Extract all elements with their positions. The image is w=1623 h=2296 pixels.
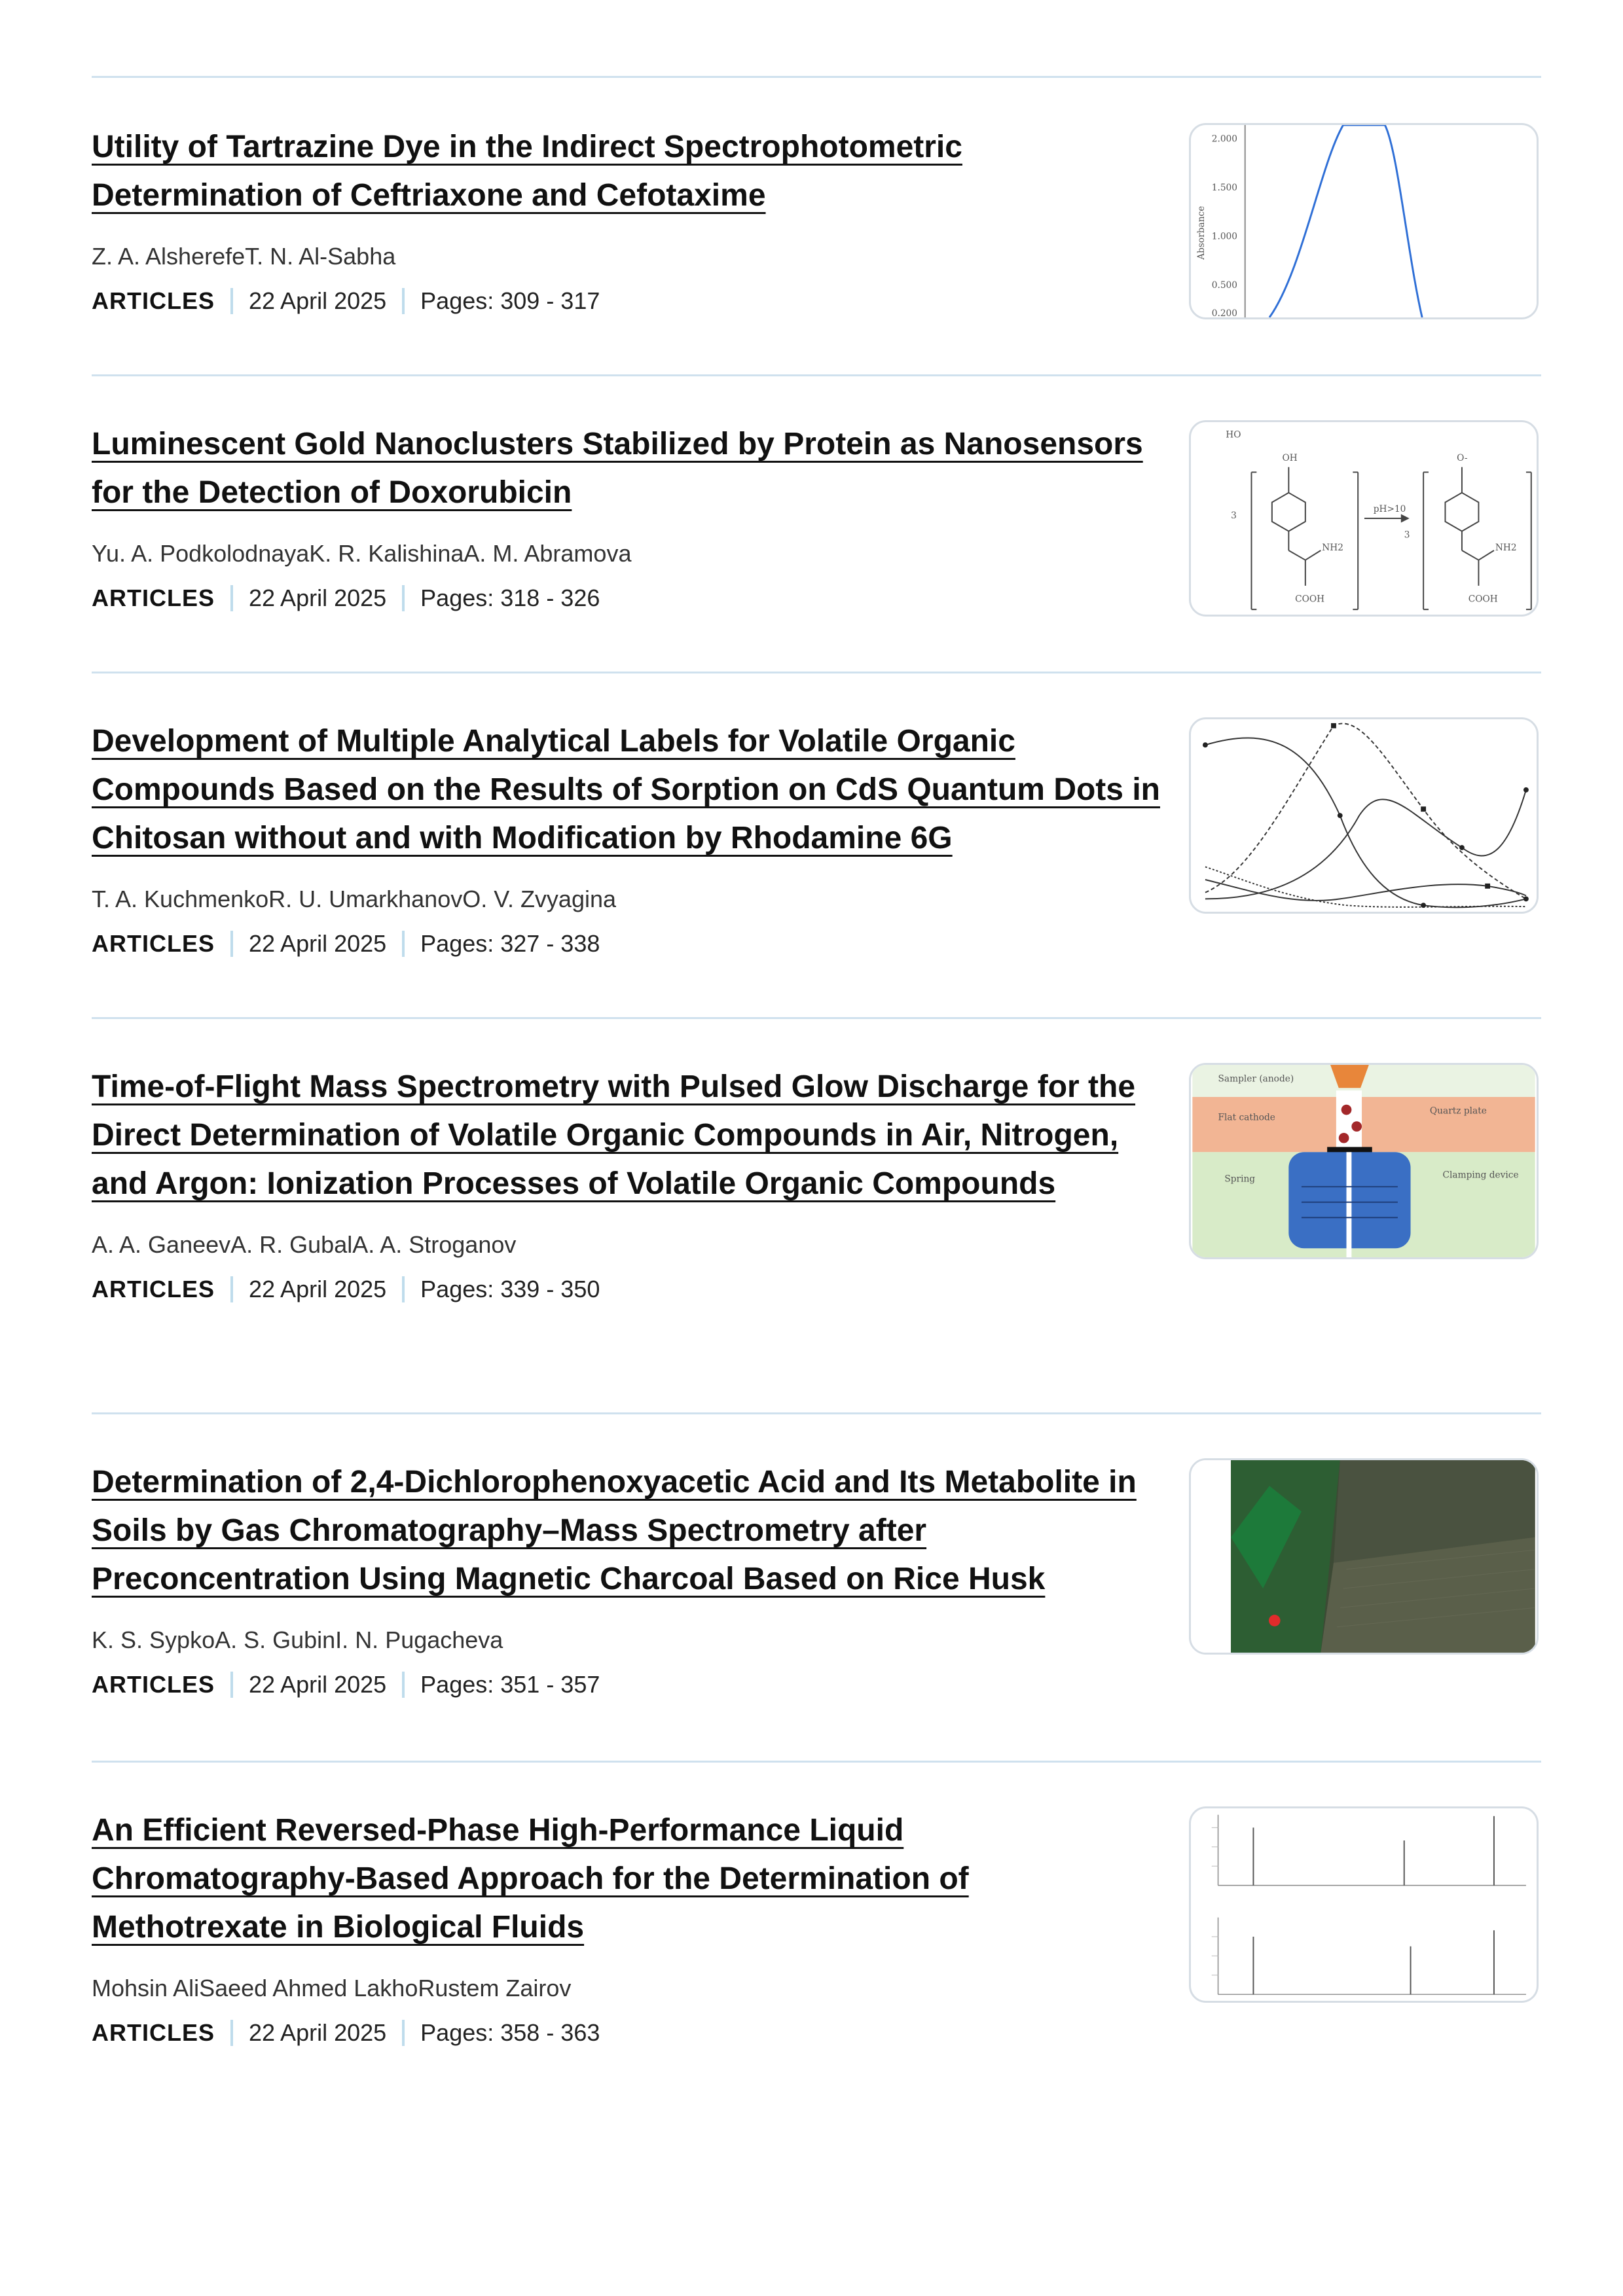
meta-divider [230,585,233,611]
meta-divider [230,1672,233,1698]
article-meta [92,287,1165,315]
article-date: 22 April 2025 [249,287,387,314]
meta-divider [402,585,405,611]
article-title[interactable]: Determination of 2,4-Dichlorophenoxyacetic Acid and Its Metabolite in Soils by Gas Chromatography–Mass Spectrometry after Preconcentration Using Magnetic Charcoal Based on Rice Husk [92,1465,1137,1596]
article-authors: K. S. SypkoA. S. GubinI. N. Pugacheva [92,1626,503,1653]
separator [92,1412,1541,1414]
article-pages: Pages: 339 - 350 [420,1276,600,1302]
meta-divider [230,931,233,957]
meta-divider [402,931,405,957]
article-pages: Pages: 309 - 317 [420,287,600,314]
article-thumbnail[interactable] [1189,1806,1539,2003]
svg-text:Quartz plate: Quartz plate [1429,1105,1487,1117]
article-title[interactable]: Time-of-Flight Mass Spectrometry with Pulsed Glow Discharge for the Direct Determination of Volatile Organic Compounds in Air, Nitrogen, and Argon: Ionization Processes of Volatile Organic Compounds [92,1069,1136,1201]
separator [92,672,1541,673]
article-date: 22 April 2025 [249,930,387,957]
article-type: ARTICLES [92,930,215,957]
article-title[interactable]: An Efficient Reversed-Phase High-Performance Liquid Chromatography-Based Approach for the Determination of Methotrexate in Biological Fluids [92,1813,969,1945]
multi-curve-plot-thumbnail [1191,719,1537,912]
svg-text:Flat cathode: Flat cathode [1218,1112,1275,1123]
svg-text:1.000: 1.000 [1211,231,1238,242]
meta-divider [230,2020,233,2046]
svg-text:HO: HO [1226,429,1241,440]
satellite-map-thumbnail [1191,1460,1537,1653]
article-meta [92,584,1165,613]
meta-divider [402,1672,405,1698]
article-pages: Pages: 318 - 326 [420,584,600,611]
svg-text:0.500: 0.500 [1211,279,1238,291]
article-title[interactable]: Utility of Tartrazine Dye in the Indirect Spectrophotometric Determination of Ceftriaxone and Cefotaxime [92,130,962,213]
svg-text:2.000: 2.000 [1211,134,1238,145]
separator [92,1017,1541,1019]
article-meta [92,2018,1165,2047]
separator [92,1761,1541,1763]
svg-text:COOH: COOH [1468,594,1498,605]
svg-text:pH>10: pH>10 [1373,504,1406,515]
svg-text:Spring: Spring [1224,1174,1256,1185]
chromatogram-thumbnail [1191,1808,1537,2001]
meta-divider [402,2020,405,2046]
svg-text:O-: O- [1457,452,1468,463]
article-title[interactable]: Development of Multiple Analytical Labels for Volatile Organic Compounds Based on the Results of Sorption on CdS Quantum Dots in Chitosan without and with Modification by Rhodamine 6G [92,724,1160,855]
article-thumbnail[interactable] [1189,1063,1539,1259]
article-date: 22 April 2025 [249,584,387,611]
article-authors: A. A. GaneevA. R. GubalA. A. Stroganov [92,1231,517,1258]
article-thumbnail[interactable] [1189,1458,1539,1655]
article-type: ARTICLES [92,1671,215,1698]
article-authors: Z. A. AlsherefeT. N. Al-Sabha [92,243,396,270]
article-pages: Pages: 351 - 357 [420,1671,600,1698]
svg-text:1.500: 1.500 [1211,182,1238,193]
separator [92,76,1541,78]
article-thumbnail[interactable] [1189,420,1539,617]
article-pages: Pages: 327 - 338 [420,930,600,957]
svg-text:3: 3 [1404,529,1410,541]
svg-text:COOH: COOH [1295,594,1325,605]
svg-text:NH2: NH2 [1495,543,1517,553]
svg-text:Absorbance: Absorbance [1195,206,1207,260]
article-authors: Yu. A. PodkolodnayaK. R. KalishinaA. M. Abramova [92,540,632,567]
article-authors: Mohsin AliSaeed Ahmed LakhoRustem Zairov [92,1975,572,2001]
svg-text:NH2: NH2 [1322,543,1344,553]
article-authors: T. A. KuchmenkoR. U. UmarkhanovO. V. Zvyagina [92,886,617,912]
article-type: ARTICLES [92,2019,215,2046]
article-meta [92,929,1165,958]
svg-text:OH: OH [1282,452,1298,463]
article-pages: Pages: 358 - 363 [420,2019,600,2046]
article-date: 22 April 2025 [249,2019,387,2046]
article-type: ARTICLES [92,584,215,611]
article-type: ARTICLES [92,1276,215,1302]
meta-divider [402,288,405,314]
article-date: 22 April 2025 [249,1276,387,1302]
article-meta [92,1275,1165,1304]
meta-divider [230,288,233,314]
svg-text:3: 3 [1231,511,1237,521]
glow-discharge-cell-thumbnail [1191,1065,1537,1257]
svg-text:Sampler (anode): Sampler (anode) [1218,1073,1294,1085]
article-date: 22 April 2025 [249,1671,387,1698]
meta-divider [230,1276,233,1302]
article-thumbnail[interactable] [1189,717,1539,914]
svg-text:Clamping device: Clamping device [1442,1170,1519,1181]
absorbance-spectrum-thumbnail [1191,125,1537,317]
meta-divider [402,1276,405,1302]
article-meta [92,1670,1165,1699]
separator [92,374,1541,376]
svg-text:0.200: 0.200 [1211,308,1238,317]
article-title[interactable]: Luminescent Gold Nanoclusters Stabilized by Protein as Nanosensors for the Detection of Doxorubicin [92,427,1143,510]
article-type: ARTICLES [92,287,215,314]
chemical-structure-thumbnail [1191,422,1537,615]
article-thumbnail[interactable] [1189,123,1539,319]
